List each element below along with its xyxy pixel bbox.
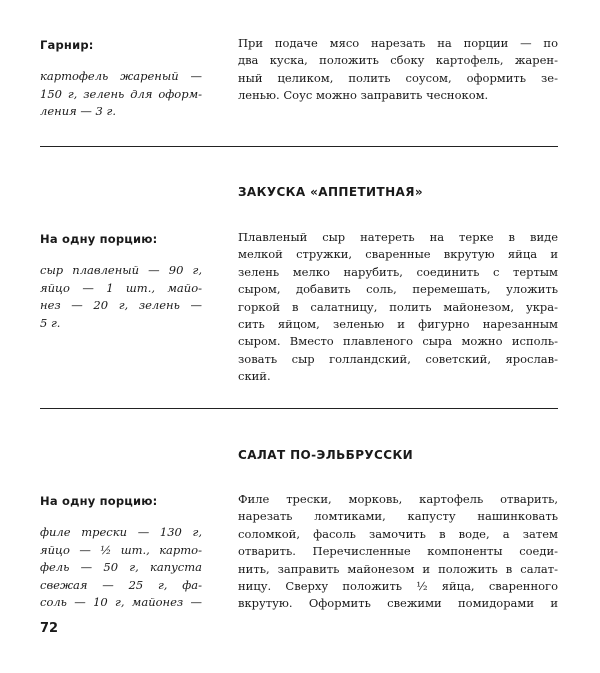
instruction-line: вкрутую. Оформить свежими помидорами и <box>238 596 558 611</box>
ingredient-line: яйцо — 1 шт., майо- <box>40 280 202 295</box>
recipe-title: ЗАКУСКА «АППЕТИТНАЯ» <box>238 185 424 199</box>
ingredient-line: сыр плавленый — 90 г, <box>40 263 202 277</box>
instruction-line: ский. <box>238 369 271 384</box>
recipe-ingredients <box>40 524 202 612</box>
recipe-instructions <box>238 491 558 613</box>
portion-label: На одну порцию: <box>40 494 158 508</box>
instruction-line: Плавленый сыр натереть на терке в виде <box>238 230 558 244</box>
section-divider <box>40 146 558 147</box>
instruction-line: соломкой, фасоль замочить в воде, а затем <box>238 526 558 541</box>
instruction-line: зовать сыр голландский, советский, ярослав- <box>238 351 558 366</box>
recipe-instructions <box>238 229 558 386</box>
ingredient-line: свежая — 25 г, фа- <box>40 577 202 592</box>
instruction-line: Филе трески, морковь, картофель отварить, <box>238 492 558 506</box>
page-number: 72 <box>40 621 59 636</box>
ingredient-line: соль — 10 г, майонез — <box>40 595 202 609</box>
instruction-line: При подаче мясо нарезать на порции — по <box>238 36 558 50</box>
section-divider <box>40 408 558 409</box>
instruction-line: зелень мелко нарубить, соединить с тертым <box>238 264 558 279</box>
instruction-line: ный целиком, полить соусом, оформить зе- <box>238 70 558 85</box>
ingredient-line: ления — 3 г. <box>40 104 116 118</box>
instruction-line: сыром. Вместо плавленого сыра можно исполь- <box>238 334 558 349</box>
instruction-line: горкой в салатницу, полить майонезом, укра- <box>238 299 558 314</box>
ingredient-line: филе трески — 130 г, <box>40 525 202 539</box>
ingredient-line: нез — 20 г, зелень — <box>40 298 202 312</box>
ingredient-line: 5 г. <box>40 315 61 330</box>
ingredient-line: яйцо — ½ шт., карто- <box>40 542 202 557</box>
instruction-line: ницу. Сверху положить ½ яйца, сваренного <box>238 579 558 594</box>
garnish-ingredients <box>40 68 202 121</box>
instruction-line: мелкой стружки, сваренные вкрутую яйца и <box>238 247 558 262</box>
garnish-label: Гарнир: <box>40 38 94 52</box>
garnish-instructions <box>238 35 558 105</box>
instruction-line: два куска, положить сбоку картофель, жарен- <box>238 53 558 68</box>
instruction-line: нить, заправить майонезом и положить в салат- <box>238 561 558 576</box>
recipe-title: САЛАТ ПО-ЭЛЬБРУССКИ <box>238 448 414 462</box>
ingredient-line: картофель жареный — <box>40 69 202 83</box>
recipe-ingredients <box>40 262 202 332</box>
ingredient-line: фель — 50 г, капуста <box>40 560 202 574</box>
portion-label: На одну порцию: <box>40 232 158 246</box>
instruction-line: сить яйцом, зеленью и фигурно нарезанным <box>238 317 558 332</box>
ingredient-line: 150 г, зелень для оформ- <box>40 86 202 101</box>
instruction-line: отварить. Перечисленные компоненты соеди- <box>238 544 558 559</box>
instruction-line: нарезать ломтиками, капусту нашинковать <box>238 509 558 524</box>
instruction-line: сыром, добавить соль, перемешать, уложить <box>238 282 558 297</box>
instruction-line: ленью. Соус можно заправить чесноком. <box>238 88 489 103</box>
